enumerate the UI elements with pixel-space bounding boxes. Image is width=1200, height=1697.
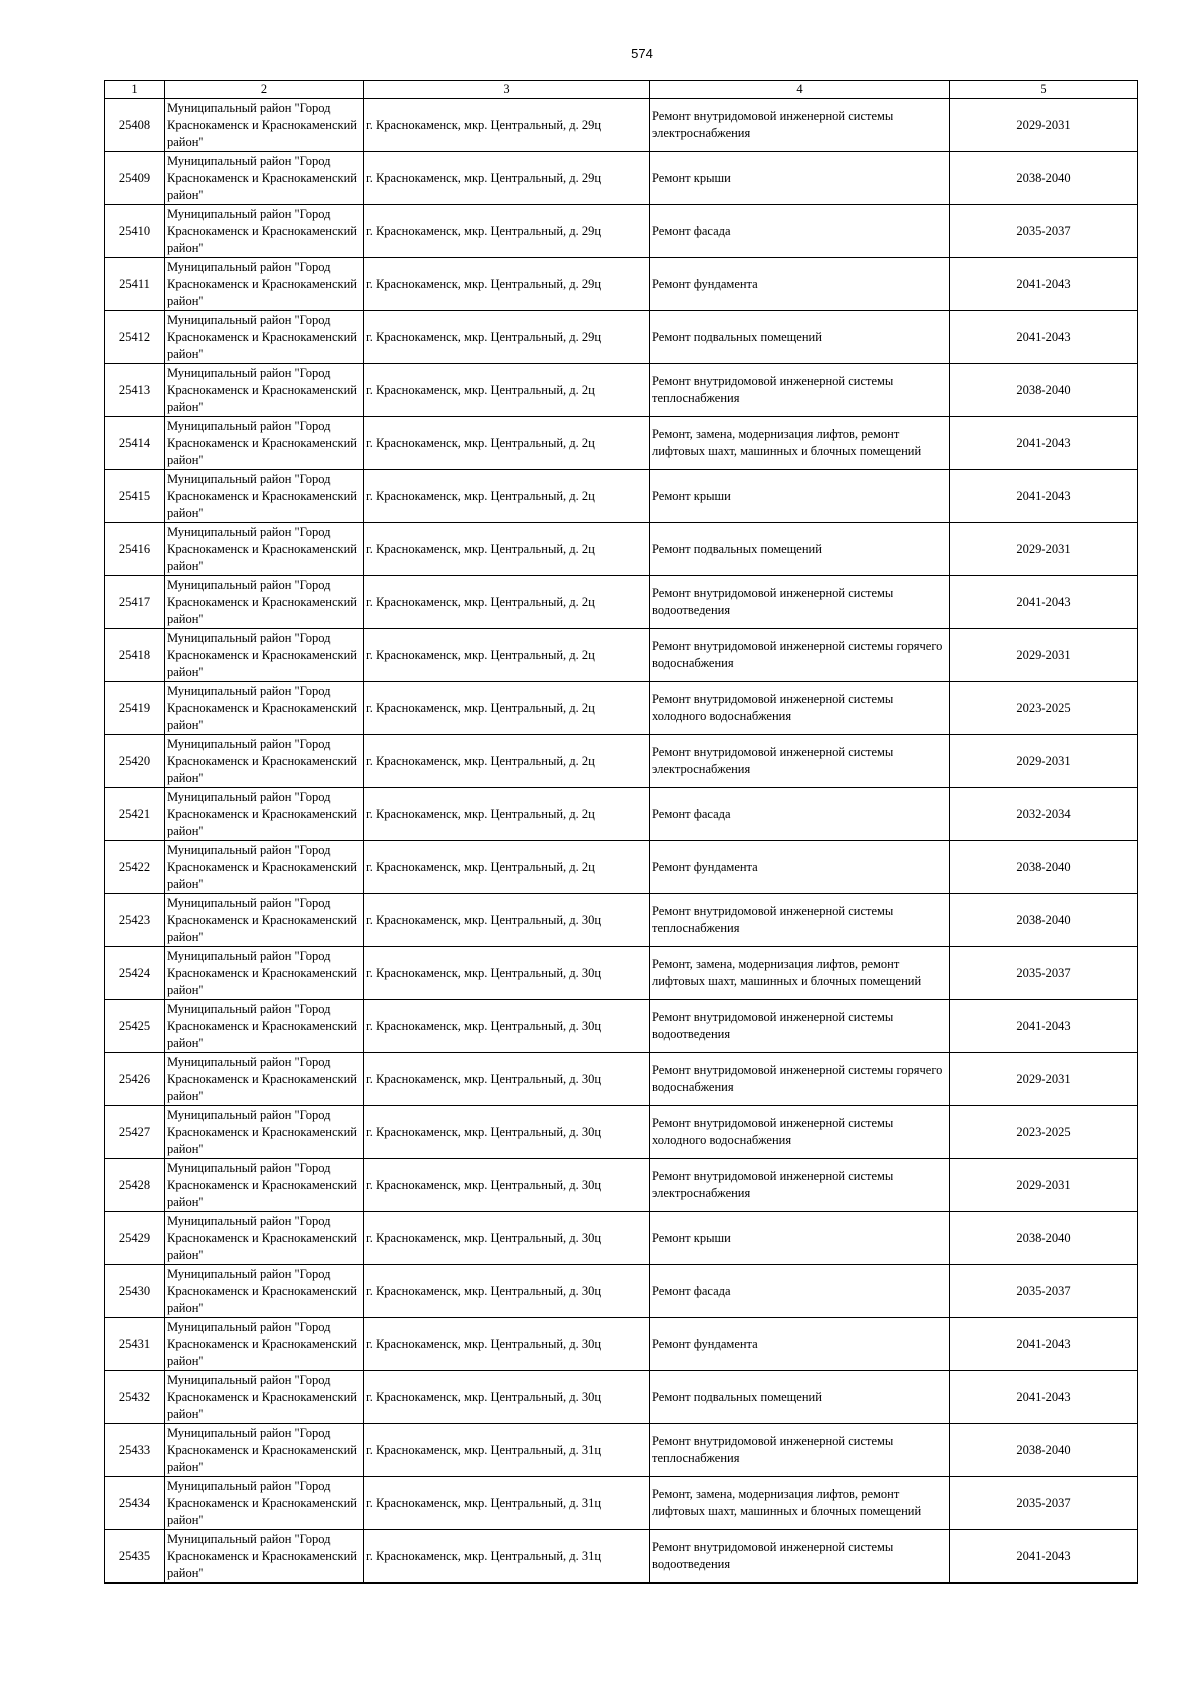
municipality-cell: Муниципальный район "Город Краснокаменск и Краснокаменский район" — [165, 152, 364, 205]
work-type-cell: Ремонт фасада — [650, 205, 950, 258]
table-row — [105, 682, 1138, 735]
page-number: 574 — [631, 46, 653, 61]
table-row — [105, 311, 1138, 364]
table-row — [105, 1424, 1138, 1477]
address-cell: г. Краснокаменск, мкр. Центральный, д. 30ц — [364, 1000, 650, 1053]
row-id-cell: 25432 — [105, 1371, 165, 1424]
table-header — [105, 81, 1138, 99]
table-row — [105, 364, 1138, 417]
period-cell: 2041-2043 — [950, 311, 1138, 364]
row-id-cell: 25435 — [105, 1530, 165, 1584]
header-col-5: 5 — [950, 81, 1138, 99]
work-type-cell: Ремонт фундамента — [650, 258, 950, 311]
address-cell: г. Краснокаменск, мкр. Центральный, д. 2ц — [364, 841, 650, 894]
work-type-cell: Ремонт крыши — [650, 1212, 950, 1265]
period-cell: 2029-2031 — [950, 1053, 1138, 1106]
municipality-cell: Муниципальный район "Город Краснокаменск и Краснокаменский район" — [165, 788, 364, 841]
table-row — [105, 629, 1138, 682]
period-cell: 2035-2037 — [950, 1265, 1138, 1318]
address-cell: г. Краснокаменск, мкр. Центральный, д. 2ц — [364, 523, 650, 576]
work-type-cell: Ремонт внутридомовой инженерной системы водоотведения — [650, 1530, 950, 1584]
table-row — [105, 735, 1138, 788]
municipality-cell: Муниципальный район "Город Краснокаменск и Краснокаменский район" — [165, 1265, 364, 1318]
period-cell: 2041-2043 — [950, 1371, 1138, 1424]
work-type-cell: Ремонт внутридомовой инженерной системы горячего водоснабжения — [650, 629, 950, 682]
address-cell: г. Краснокаменск, мкр. Центральный, д. 30ц — [364, 1053, 650, 1106]
row-id-cell: 25427 — [105, 1106, 165, 1159]
municipality-cell: Муниципальный район "Город Краснокаменск и Краснокаменский район" — [165, 470, 364, 523]
address-cell: г. Краснокаменск, мкр. Центральный, д. 2ц — [364, 417, 650, 470]
municipality-cell: Муниципальный район "Город Краснокаменск и Краснокаменский район" — [165, 99, 364, 152]
address-cell: г. Краснокаменск, мкр. Центральный, д. 31ц — [364, 1424, 650, 1477]
work-type-cell: Ремонт внутридомовой инженерной системы электроснабжения — [650, 735, 950, 788]
work-type-cell: Ремонт внутридомовой инженерной системы холодного водоснабжения — [650, 1106, 950, 1159]
period-cell: 2035-2037 — [950, 205, 1138, 258]
municipality-cell: Муниципальный район "Город Краснокаменск и Краснокаменский район" — [165, 1159, 364, 1212]
municipality-cell: Муниципальный район "Город Краснокаменск и Краснокаменский район" — [165, 523, 364, 576]
address-cell: г. Краснокаменск, мкр. Центральный, д. 2ц — [364, 735, 650, 788]
header-col-1: 1 — [105, 81, 165, 99]
row-id-cell: 25430 — [105, 1265, 165, 1318]
work-type-cell: Ремонт подвальных помещений — [650, 1371, 950, 1424]
work-type-cell: Ремонт крыши — [650, 152, 950, 205]
header-row — [105, 81, 1138, 99]
municipality-cell: Муниципальный район "Город Краснокаменск и Краснокаменский район" — [165, 629, 364, 682]
row-id-cell: 25418 — [105, 629, 165, 682]
row-id-cell: 25426 — [105, 1053, 165, 1106]
row-id-cell: 25408 — [105, 99, 165, 152]
row-id-cell: 25423 — [105, 894, 165, 947]
address-cell: г. Краснокаменск, мкр. Центральный, д. 31ц — [364, 1530, 650, 1584]
period-cell: 2029-2031 — [950, 1159, 1138, 1212]
work-type-cell: Ремонт внутридомовой инженерной системы водоотведения — [650, 576, 950, 629]
address-cell: г. Краснокаменск, мкр. Центральный, д. 30ц — [364, 1106, 650, 1159]
period-cell: 2032-2034 — [950, 788, 1138, 841]
address-cell: г. Краснокаменск, мкр. Центральный, д. 29ц — [364, 258, 650, 311]
period-cell: 2038-2040 — [950, 841, 1138, 894]
period-cell: 2035-2037 — [950, 947, 1138, 1000]
table-row — [105, 1318, 1138, 1371]
table-row — [105, 205, 1138, 258]
work-type-cell: Ремонт подвальных помещений — [650, 523, 950, 576]
table-row — [105, 470, 1138, 523]
work-type-cell: Ремонт, замена, модернизация лифтов, ремонт лифтовых шахт, машинных и блочных помещений — [650, 417, 950, 470]
period-cell: 2023-2025 — [950, 682, 1138, 735]
row-id-cell: 25410 — [105, 205, 165, 258]
table-row — [105, 1159, 1138, 1212]
municipality-cell: Муниципальный район "Город Краснокаменск и Краснокаменский район" — [165, 1053, 364, 1106]
row-id-cell: 25420 — [105, 735, 165, 788]
table-body — [105, 99, 1138, 1584]
work-type-cell: Ремонт внутридомовой инженерной системы горячего водоснабжения — [650, 1053, 950, 1106]
table-row — [105, 1530, 1138, 1584]
row-id-cell: 25422 — [105, 841, 165, 894]
municipality-cell: Муниципальный район "Город Краснокаменск и Краснокаменский район" — [165, 1000, 364, 1053]
row-id-cell: 25417 — [105, 576, 165, 629]
table-row — [105, 417, 1138, 470]
address-cell: г. Краснокаменск, мкр. Центральный, д. 29ц — [364, 99, 650, 152]
municipality-cell: Муниципальный район "Город Краснокаменск и Краснокаменский район" — [165, 1530, 364, 1584]
period-cell: 2038-2040 — [950, 1424, 1138, 1477]
work-type-cell: Ремонт внутридомовой инженерной системы электроснабжения — [650, 99, 950, 152]
work-type-cell: Ремонт, замена, модернизация лифтов, ремонт лифтовых шахт, машинных и блочных помещений — [650, 1477, 950, 1530]
municipality-cell: Муниципальный район "Город Краснокаменск и Краснокаменский район" — [165, 682, 364, 735]
period-cell: 2041-2043 — [950, 1000, 1138, 1053]
address-cell: г. Краснокаменск, мкр. Центральный, д. 2ц — [364, 470, 650, 523]
period-cell: 2041-2043 — [950, 576, 1138, 629]
address-cell: г. Краснокаменск, мкр. Центральный, д. 29ц — [364, 205, 650, 258]
municipality-cell: Муниципальный район "Город Краснокаменск и Краснокаменский район" — [165, 841, 364, 894]
row-id-cell: 25412 — [105, 311, 165, 364]
table-row — [105, 1477, 1138, 1530]
period-cell: 2029-2031 — [950, 629, 1138, 682]
table-row — [105, 1212, 1138, 1265]
table-row — [105, 1265, 1138, 1318]
table-row — [105, 788, 1138, 841]
municipality-cell: Муниципальный район "Город Краснокаменск и Краснокаменский район" — [165, 1477, 364, 1530]
work-type-cell: Ремонт внутридомовой инженерной системы теплоснабжения — [650, 894, 950, 947]
work-type-cell: Ремонт фасада — [650, 788, 950, 841]
period-cell: 2041-2043 — [950, 1318, 1138, 1371]
municipality-cell: Муниципальный район "Город Краснокаменск и Краснокаменский район" — [165, 576, 364, 629]
address-cell: г. Краснокаменск, мкр. Центральный, д. 30ц — [364, 1159, 650, 1212]
period-cell: 2029-2031 — [950, 735, 1138, 788]
address-cell: г. Краснокаменск, мкр. Центральный, д. 29ц — [364, 152, 650, 205]
address-cell: г. Краснокаменск, мкр. Центральный, д. 30ц — [364, 1371, 650, 1424]
row-id-cell: 25416 — [105, 523, 165, 576]
municipality-cell: Муниципальный район "Город Краснокаменск и Краснокаменский район" — [165, 894, 364, 947]
period-cell: 2029-2031 — [950, 99, 1138, 152]
period-cell: 2041-2043 — [950, 258, 1138, 311]
period-cell: 2035-2037 — [950, 1477, 1138, 1530]
work-type-cell: Ремонт внутридомовой инженерной системы теплоснабжения — [650, 364, 950, 417]
municipality-cell: Муниципальный район "Город Краснокаменск и Краснокаменский район" — [165, 1424, 364, 1477]
period-cell: 2041-2043 — [950, 417, 1138, 470]
work-type-cell: Ремонт фундамента — [650, 841, 950, 894]
period-cell: 2038-2040 — [950, 894, 1138, 947]
row-id-cell: 25428 — [105, 1159, 165, 1212]
header-col-4: 4 — [650, 81, 950, 99]
row-id-cell: 25425 — [105, 1000, 165, 1053]
work-type-cell: Ремонт внутридомовой инженерной системы электроснабжения — [650, 1159, 950, 1212]
row-id-cell: 25419 — [105, 682, 165, 735]
table-row — [105, 1106, 1138, 1159]
row-id-cell: 25411 — [105, 258, 165, 311]
header-col-3: 3 — [364, 81, 650, 99]
table-row — [105, 894, 1138, 947]
work-type-cell: Ремонт внутридомовой инженерной системы теплоснабжения — [650, 1424, 950, 1477]
table-row — [105, 99, 1138, 152]
table-row — [105, 1371, 1138, 1424]
capital-repair-table — [104, 80, 1138, 1584]
address-cell: г. Краснокаменск, мкр. Центральный, д. 30ц — [364, 894, 650, 947]
period-cell: 2038-2040 — [950, 152, 1138, 205]
work-type-cell: Ремонт подвальных помещений — [650, 311, 950, 364]
address-cell: г. Краснокаменск, мкр. Центральный, д. 31ц — [364, 1477, 650, 1530]
table-row — [105, 152, 1138, 205]
table-row — [105, 841, 1138, 894]
period-cell: 2041-2043 — [950, 1530, 1138, 1584]
municipality-cell: Муниципальный район "Город Краснокаменск и Краснокаменский район" — [165, 1212, 364, 1265]
period-cell: 2041-2043 — [950, 470, 1138, 523]
table-row — [105, 1000, 1138, 1053]
header-col-2: 2 — [165, 81, 364, 99]
municipality-cell: Муниципальный район "Город Краснокаменск и Краснокаменский район" — [165, 735, 364, 788]
row-id-cell: 25429 — [105, 1212, 165, 1265]
address-cell: г. Краснокаменск, мкр. Центральный, д. 30ц — [364, 947, 650, 1000]
table-row — [105, 1053, 1138, 1106]
period-cell: 2038-2040 — [950, 1212, 1138, 1265]
row-id-cell: 25433 — [105, 1424, 165, 1477]
address-cell: г. Краснокаменск, мкр. Центральный, д. 2ц — [364, 576, 650, 629]
table-row — [105, 523, 1138, 576]
period-cell: 2038-2040 — [950, 364, 1138, 417]
work-type-cell: Ремонт, замена, модернизация лифтов, ремонт лифтовых шахт, машинных и блочных помещений — [650, 947, 950, 1000]
row-id-cell: 25409 — [105, 152, 165, 205]
row-id-cell: 25415 — [105, 470, 165, 523]
table-row — [105, 258, 1138, 311]
address-cell: г. Краснокаменск, мкр. Центральный, д. 2ц — [364, 364, 650, 417]
address-cell: г. Краснокаменск, мкр. Центральный, д. 30ц — [364, 1318, 650, 1371]
row-id-cell: 25413 — [105, 364, 165, 417]
address-cell: г. Краснокаменск, мкр. Центральный, д. 30ц — [364, 1265, 650, 1318]
municipality-cell: Муниципальный район "Город Краснокаменск и Краснокаменский район" — [165, 205, 364, 258]
address-cell: г. Краснокаменск, мкр. Центральный, д. 2ц — [364, 629, 650, 682]
row-id-cell: 25414 — [105, 417, 165, 470]
table-row — [105, 947, 1138, 1000]
municipality-cell: Муниципальный район "Город Краснокаменск и Краснокаменский район" — [165, 258, 364, 311]
work-type-cell: Ремонт внутридомовой инженерной системы водоотведения — [650, 1000, 950, 1053]
work-type-cell: Ремонт фасада — [650, 1265, 950, 1318]
municipality-cell: Муниципальный район "Город Краснокаменск и Краснокаменский район" — [165, 947, 364, 1000]
period-cell: 2029-2031 — [950, 523, 1138, 576]
work-type-cell: Ремонт крыши — [650, 470, 950, 523]
municipality-cell: Муниципальный район "Город Краснокаменск и Краснокаменский район" — [165, 417, 364, 470]
row-id-cell: 25424 — [105, 947, 165, 1000]
municipality-cell: Муниципальный район "Город Краснокаменск и Краснокаменский район" — [165, 1106, 364, 1159]
address-cell: г. Краснокаменск, мкр. Центральный, д. 2ц — [364, 682, 650, 735]
address-cell: г. Краснокаменск, мкр. Центральный, д. 29ц — [364, 311, 650, 364]
period-cell: 2023-2025 — [950, 1106, 1138, 1159]
row-id-cell: 25434 — [105, 1477, 165, 1530]
address-cell: г. Краснокаменск, мкр. Центральный, д. 30ц — [364, 1212, 650, 1265]
municipality-cell: Муниципальный район "Город Краснокаменск и Краснокаменский район" — [165, 1318, 364, 1371]
municipality-cell: Муниципальный район "Город Краснокаменск и Краснокаменский район" — [165, 364, 364, 417]
table-row — [105, 576, 1138, 629]
address-cell: г. Краснокаменск, мкр. Центральный, д. 2ц — [364, 788, 650, 841]
work-type-cell: Ремонт фундамента — [650, 1318, 950, 1371]
row-id-cell: 25431 — [105, 1318, 165, 1371]
row-id-cell: 25421 — [105, 788, 165, 841]
municipality-cell: Муниципальный район "Город Краснокаменск и Краснокаменский район" — [165, 311, 364, 364]
work-type-cell: Ремонт внутридомовой инженерной системы холодного водоснабжения — [650, 682, 950, 735]
municipality-cell: Муниципальный район "Город Краснокаменск и Краснокаменский район" — [165, 1371, 364, 1424]
